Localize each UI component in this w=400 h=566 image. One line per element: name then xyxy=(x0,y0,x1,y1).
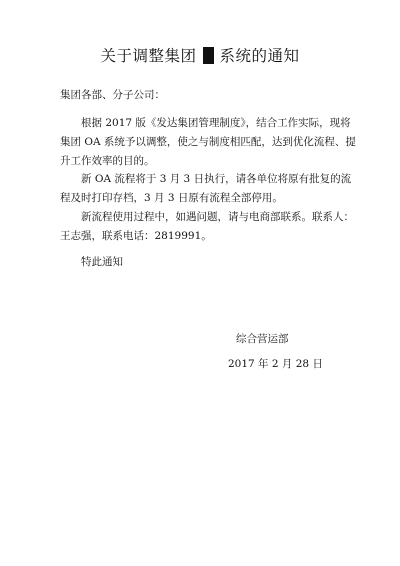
body-paragraph-3: 新流程使用过程中，如遇问题，请与电商部联系。联系人：王志强，联系电话：2819991。 xyxy=(60,211,354,242)
closing-line: 特此通知 xyxy=(81,256,123,268)
body-paragraph-2: 新 OA 流程将于 3 月 3 日执行，请各单位将原有批复的流程及时打印存档，3 月 3 日原有流程全部停用。 xyxy=(60,173,352,204)
redaction-block xyxy=(203,47,214,64)
title-text-after: 系统的通知 xyxy=(219,47,300,65)
signature-date: 2017 年 2 月 28 日 xyxy=(228,358,323,370)
signature-department: 综合营运部 xyxy=(236,333,289,345)
salutation: 集团各部、分子公司： xyxy=(60,89,165,101)
body-paragraph-1: 根据 2017 版《发达集团管理制度》，结合工作实际，现将集团 OA 系统予以调整，使之与制度相匹配，达到优化流程、提升工作效率的目的。 xyxy=(60,117,356,167)
document-title xyxy=(0,44,400,66)
title-text-before: 关于调整集团 xyxy=(100,47,197,65)
